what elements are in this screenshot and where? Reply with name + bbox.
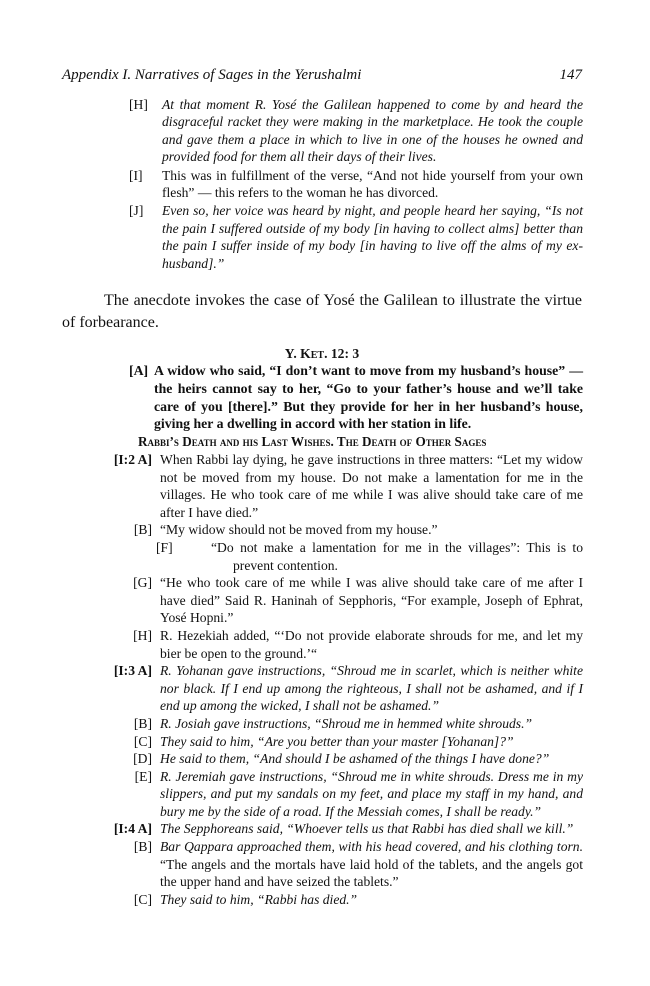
entry-text: He said to them, “And should I be ashamed of the things I have done?”	[160, 751, 550, 767]
entry-text: “Do not make a lamentation for me in the villages”: This is to prevent contention.	[211, 539, 583, 573]
entry-text	[156, 838, 583, 891]
entry-text: R. Jeremiah gave instructions, “Shroud me in white shrouds. Dress me in my slippers, and put my sandals on my feet, and place my staff in my hand, and bury me by the side of a road. If the Messiah comes, I shall be ready.”	[160, 768, 583, 819]
entry-label: [B]	[133, 522, 152, 538]
gemara-entry	[92, 662, 583, 715]
mishnah-heading-ref: 12: 3	[327, 346, 360, 361]
entry-text: Even so, her voice was heard by night, and people heard her saying, “Is not the pain I suffered outside of my body [in having to collect alms] better than the pain I suffer inside of my body [in having to live off the alms of my ex-husband].”	[162, 203, 583, 271]
entry-text-plain: “The angels and the mortals have laid hold of the tablets, and the angels got the upper hand and have seized the tablets.”	[160, 856, 583, 890]
gemara-entry	[92, 750, 583, 768]
entry-label: [I]	[129, 167, 143, 183]
entry-label: [J]	[129, 203, 144, 219]
gemara-entry	[92, 838, 583, 891]
entry-label: [B]	[133, 715, 152, 731]
mishnah-text	[129, 362, 583, 434]
gemara-entry	[92, 733, 583, 751]
entry-text: “My widow should not be moved from my house.”	[160, 522, 438, 538]
entry-label: [I:2 A]	[113, 452, 152, 467]
entry-label: [H]	[129, 97, 148, 112]
gemara-entry	[92, 627, 583, 662]
gemara-entry	[92, 715, 583, 733]
mishnah-heading-tractate: Ket.	[300, 346, 328, 361]
entry-label: [C]	[133, 733, 152, 749]
entry-text: R. Josiah gave instructions, “Shroud me in hemmed white shrouds.”	[160, 715, 533, 731]
gemara-entry	[92, 451, 583, 521]
entry-text: R. Hezekiah added, “‘Do not provide elaborate shrouds for me, and let my bier be open to the ground.’“	[160, 627, 583, 661]
entry-text: The Sepphoreans said, “Whoever tells us that Rabbi has died shall we kill.”	[160, 821, 574, 837]
entry-label: [C]	[133, 891, 152, 907]
mishnah-heading	[62, 345, 582, 362]
entry-label: [A]	[129, 363, 149, 378]
entry-text: At that moment R. Yosé the Galilean happened to come by and heard the disgraceful racket they were making in the marketplace. He took the couple and gave them a place in which to live in one of the houses he owned and provided food for them all their days of their lives.	[162, 97, 583, 165]
entry-label: [G]	[133, 575, 152, 591]
entry-i	[129, 167, 583, 202]
entry-h	[129, 96, 583, 166]
entry-label: [I:3 A]	[113, 663, 152, 679]
gemara-entry	[92, 820, 583, 838]
mishnah-entry-a	[129, 362, 583, 433]
gemara-entry	[92, 521, 583, 539]
entry-label: [F]	[156, 539, 173, 555]
gemara-entry	[92, 768, 583, 821]
entry-text: They said to him, “Are you better than your master [Yohanan]?”	[160, 733, 514, 749]
top-entries	[129, 96, 583, 273]
entry-j	[129, 202, 583, 272]
entry-label: [D]	[133, 751, 152, 767]
running-head-title: Appendix I. Narratives of Sages in the Yerushalmi	[62, 67, 362, 83]
entry-text: A widow who said, “I don’t want to move from my husband’s house” — the heirs cannot say to her, “Go to your father’s house and we’ll take care of you [there].” But they provide for her in her husband’s house, giving her a dwelling in accord with her station in life.	[154, 363, 583, 432]
entry-text: This was in fulfillment of the verse, “And not hide yourself from your own flesh” — this refers to the woman he has divorced.	[162, 167, 583, 201]
entry-text: They said to him, “Rabbi has died.”	[160, 891, 358, 907]
entry-text: When Rabbi lay dying, he gave instructions in three matters: “Let my widow not be moved from my house. Do not make a lamentation for me in the villages. He who took care of me while I was alive should take care of me after I have died.”	[160, 452, 583, 520]
entry-label: [I:4 A]	[113, 821, 152, 837]
gemara-entry	[92, 891, 583, 909]
running-head	[62, 66, 582, 84]
entry-text: R. Yohanan gave instructions, “Shroud me in scarlet, which is neither white nor black. If I end up among the righteous, I shall not be ashamed, and if I end up among the wicked, I shall not be ashamed.”	[160, 663, 583, 714]
entry-label: [E]	[134, 768, 152, 784]
gemara-entry	[92, 574, 583, 627]
entry-label: [B]	[133, 839, 152, 855]
section-heading: Rabbi’s Death and his Last Wishes. The Death of Other Sages	[138, 434, 487, 449]
gemara-entries	[92, 451, 583, 908]
page-number: 147	[559, 67, 582, 83]
mishnah-heading-prefix: Y.	[284, 346, 301, 361]
entry-text-italic: Bar Qappara approached them, with his head covered, and his clothing torn.	[160, 839, 583, 855]
gemara-sub-entry	[92, 539, 583, 574]
body-paragraph: The anecdote invokes the case of Yosé the Galilean to illustrate the virtue of forbearance.	[62, 292, 582, 331]
entry-label: [H]	[133, 627, 152, 643]
entry-text: “He who took care of me while I was alive should take care of me after I have died” Said R. Haninah of Sepphoris, “For example, Joseph of Ephrat, Yosé Hopni.”	[160, 575, 583, 626]
